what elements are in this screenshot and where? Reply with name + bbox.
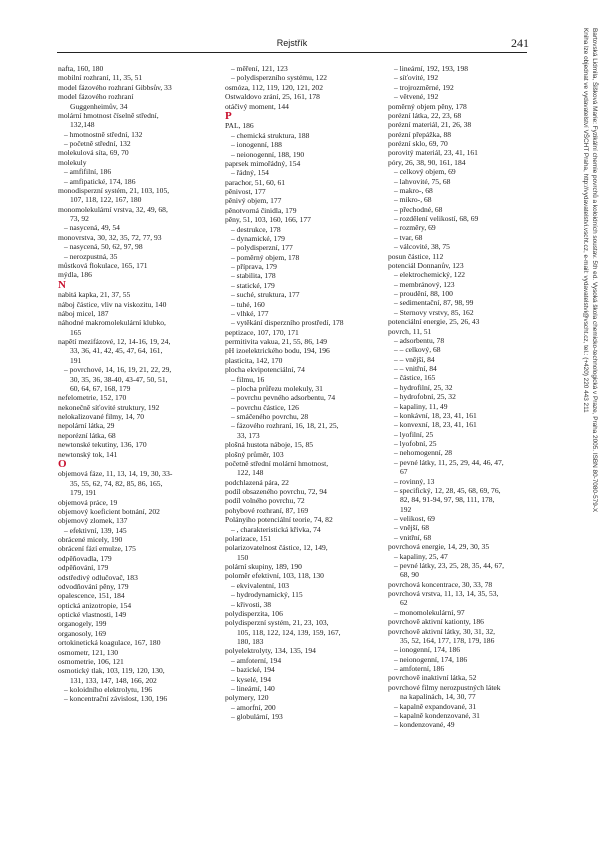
index-subentry: – přechodné, 68 <box>394 204 443 214</box>
index-subentry: – Sternovy vrstvy, 85, 162 <box>394 307 474 317</box>
index-subentry: – specifický, 12, 28, 45, 68, 69, 76, <box>394 485 501 495</box>
index-subentry: – celkový objem, 69 <box>394 167 456 177</box>
index-entry: mýdla, 186 <box>58 270 92 280</box>
index-entry-continuation: Guggenheimův, 34 <box>70 101 128 111</box>
index-entry: polydisperzita, 106 <box>225 608 283 618</box>
index-entry: plasticita, 142, 170 <box>225 355 283 365</box>
index-entry-continuation: 192 <box>400 504 412 514</box>
index-entry: osmóza, 112, 119, 120, 121, 202 <box>225 82 323 92</box>
index-entry: newtonské tekutiny, 136, 170 <box>58 440 147 450</box>
index-entry: napětí mezifázové, 12, 14-16, 19, 24, <box>58 337 171 346</box>
index-subentry: – bazické, 194 <box>231 665 275 675</box>
index-subentry: – destrukce, 178 <box>231 224 281 234</box>
index-entry-continuation: 165 <box>70 327 82 337</box>
index-subentry: – poměrný objem, 178 <box>231 252 300 262</box>
index-entry-continuation: 73, 92 <box>70 214 89 223</box>
index-subentry: – – vnitřní, 84 <box>394 364 437 373</box>
index-entry: plocha ekvipotenciální, 74 <box>225 365 305 375</box>
index-entry: polyelektrolyty, 134, 135, 194 <box>225 646 316 656</box>
index-subentry: – rozměry, 69 <box>394 223 436 233</box>
index-subentry: – fázového rozhraní, 16, 18, 21, 25, <box>231 421 339 431</box>
index-subentry: – lyofilní, 25 <box>394 429 434 439</box>
index-entry: parachor, 51, 60, 61 <box>225 177 286 187</box>
index-subentry: – pevné látky, 11, 25, 29, 44, 46, 47, <box>394 457 504 467</box>
index-entry: paprsek mimořádný, 154 <box>225 158 301 168</box>
index-subentry: – konvexní, 18, 23, 41, 161 <box>394 420 477 430</box>
index-entry: monovrstva, 30, 32, 35, 72, 77, 93 <box>58 232 162 242</box>
index-entry-continuation: 191 <box>70 355 82 365</box>
index-subentry: – rozdělení velikostí, 68, 69 <box>394 214 479 223</box>
index-subentry: – makro-, 68 <box>394 185 433 195</box>
header-title: Rejstřík <box>276 38 308 48</box>
index-entry: opalescence, 151, 184 <box>58 591 125 601</box>
index-entry: objemová práce, 19 <box>58 497 118 507</box>
index-subentry: – amfoterní, 186 <box>394 664 445 673</box>
index-subentry: – síťovité, 192 <box>394 73 439 83</box>
index-entry: podchlazená pára, 22 <box>225 477 289 487</box>
index-entry: porovitý materiál, 23, 41, 161 <box>388 148 478 158</box>
index-entry-continuation: 68, 90 <box>400 570 419 580</box>
index-subentry: – lineární, 192, 193, 198 <box>394 64 468 73</box>
index-entry-continuation: 67 <box>400 467 408 477</box>
index-subentry: – kapalně kondenzované, 31 <box>394 710 480 720</box>
index-subentry: – ionogenní, 174, 186 <box>394 645 461 655</box>
index-subentry: – nasycená, 49, 54 <box>64 223 120 233</box>
index-subentry: – membránový, 123 <box>394 279 455 289</box>
index-entry: náhodné makromolekulární klubko, <box>58 318 166 328</box>
index-subentry: – vnitřní, 68 <box>394 532 432 542</box>
index-subentry: – amfoterní, 194 <box>231 655 282 665</box>
index-entry: odvodňování pěny, 179 <box>58 581 129 591</box>
index-entry: porézní přepážka, 88 <box>388 129 452 139</box>
index-subentry: – příprava, 179 <box>231 262 277 271</box>
side-citation-line: Bartovská Lidmila, Šišková Marie: Fyzikální chemie povrchů a koloidních soustav. 5th ed. Vysoká škola chemicko-technologická v Praze, Praha 2005. ISBN 80-7080-579-X <box>591 28 598 513</box>
index-column-1 <box>58 64 218 704</box>
index-subentry: – kapaliny, 11, 49 <box>394 401 448 411</box>
index-column-3 <box>388 64 553 730</box>
index-entry: optická anizotropie, 154 <box>58 600 132 610</box>
index-subentry: – stabilita, 178 <box>231 271 276 281</box>
index-subentry: – mikro-, 68 <box>394 195 432 205</box>
index-subentry: – měření, 121, 123 <box>231 64 288 73</box>
index-entry: objemový koeficient botnání, 202 <box>58 506 160 516</box>
index-entry: poměrný objem pěny, 178 <box>388 101 467 111</box>
index-subentry: – adsorbentu, 78 <box>394 335 445 345</box>
index-entry: nekonečně síťovité struktury, 192 <box>58 402 160 412</box>
index-entry: PAL, 186 <box>225 121 254 131</box>
index-entry: povrchově inaktivní látka, 52 <box>388 673 477 683</box>
index-entry-continuation: 132,148 <box>70 120 95 130</box>
index-entry-continuation: 60, 64, 67, 168, 179 <box>70 383 131 393</box>
index-entry: pěny, 51, 103, 160, 166, 177 <box>225 215 311 225</box>
index-subentry: – filmu, 16 <box>231 374 265 384</box>
index-entry: nelokalizované filmy, 14, 70 <box>58 412 145 421</box>
index-subentry: – lyofobní, 25 <box>394 439 437 448</box>
index-subentry: – tvar, 68 <box>394 232 423 242</box>
index-subentry: – vlhké, 177 <box>231 308 269 318</box>
index-entry: podíl volného povrchu, 72 <box>225 496 305 506</box>
index-entry: polymery, 120 <box>225 693 269 703</box>
index-entry-continuation: 122, 148 <box>237 468 264 478</box>
index-entry: podíl obsazeného povrchu, 72, 94 <box>225 487 327 496</box>
index-subentry: – trojrozměrné, 192 <box>394 82 454 92</box>
index-entry: Ostwaldovo zrání, 25, 161, 178 <box>225 92 320 102</box>
index-entry: newtonský tok, 141 <box>58 449 118 459</box>
index-subentry: – ekvivalentní, 103 <box>231 580 290 590</box>
index-subentry: – řádný, 154 <box>231 168 269 178</box>
index-subentry: – polydisperzního systému, 122 <box>231 73 328 83</box>
index-subentry: – nasycená, 50, 62, 97, 98 <box>64 242 143 252</box>
index-entry-continuation: 82, 84, 91-94, 97, 98, 111, 178, <box>400 495 495 505</box>
index-subentry: – kondenzované, 49 <box>394 720 455 730</box>
index-subentry: – nerozpustná, 35 <box>64 251 118 261</box>
index-entry: permitivita vakua, 21, 55, 86, 149 <box>225 337 328 346</box>
index-subentry: – povrchové, 14, 16, 19, 21, 22, 29, <box>64 365 172 375</box>
index-subentry: – velikost, 69 <box>394 514 435 523</box>
index-subentry: – lahvovité, 75, 68 <box>394 176 451 186</box>
index-entry: obrácení fází emulze, 175 <box>58 544 136 554</box>
index-subentry: – tuhé, 160 <box>231 299 265 309</box>
index-subentry: – hydrofobní, 25, 32 <box>394 392 456 402</box>
index-subentry: – sedimentační, 87, 98, 99 <box>394 298 474 308</box>
index-entry: plošná hustota náboje, 15, 85 <box>225 440 314 450</box>
index-entry-continuation: 179, 191 <box>70 488 97 498</box>
index-entry: plošný průměr, 103 <box>225 449 284 459</box>
index-entry: nabitá kapka, 21, 37, 55 <box>58 290 131 300</box>
index-subentry: – hmotnostně střední, 132 <box>64 129 143 139</box>
index-entry: potenciální energie, 25, 26, 43 <box>388 317 480 327</box>
index-entry: mobilní rozhraní, 11, 35, 51 <box>58 73 143 83</box>
side-citation <box>569 28 599 848</box>
index-entry: neporézní látka, 68 <box>58 430 116 440</box>
index-entry-continuation: 35, 52, 164, 177, 178, 179, 186 <box>400 635 495 645</box>
index-entry: objemový zlomek, 137 <box>58 516 128 526</box>
index-subentry: – globulární, 193 <box>231 712 283 721</box>
side-citation-line: Kniha lze objednat ve vydavatelství VŠCHT Praha, http://vydavatelstvi.vscht.cz, e-mail: vydavatelstvi@vscht.cz, tel.: (+420) 220 443 211 <box>582 28 589 413</box>
index-entry: peptizace, 107, 170, 171 <box>225 327 299 337</box>
index-entry: odpěňovadla, 179 <box>58 553 112 563</box>
index-subentry: – hydrodynamický, 115 <box>231 590 303 600</box>
index-entry: póry, 26, 38, 90, 161, 184 <box>388 157 466 167</box>
index-subentry: – nehomogenní, 28 <box>394 448 453 458</box>
index-subentry: – rovinný, 13 <box>394 476 435 486</box>
index-entry: objemová fáze, 11, 13, 14, 19, 30, 33- <box>58 469 173 479</box>
index-subentry: – kapalně expandované, 31 <box>394 701 477 711</box>
index-entry: povrchová energie, 14, 29, 30, 35 <box>388 542 490 552</box>
index-entry: osmometr, 121, 130 <box>58 647 119 657</box>
index-entry: model fázového rozhraní <box>58 92 134 102</box>
index-entry: Polányiho potenciální teorie, 74, 82 <box>225 515 333 525</box>
index-entry: posun částice, 112 <box>388 251 444 261</box>
index-entry-continuation: 33, 173 <box>237 430 260 440</box>
index-subentry: – kyselé, 194 <box>231 674 272 684</box>
index-entry: organogely, 199 <box>58 619 107 629</box>
index-subentry: – křivosti, 38 <box>231 599 272 609</box>
index-subentry: – lineární, 140 <box>231 683 275 693</box>
index-subentry: – částice, 165 <box>394 373 436 383</box>
index-entry: pěnivost, 177 <box>225 187 266 196</box>
index-entry-continuation: 131, 133, 147, 148, 166, 202 <box>70 675 157 685</box>
index-entry: povrchová koncentrace, 30, 33, 78 <box>388 579 493 589</box>
index-subentry: – dynamické, 179 <box>231 233 285 243</box>
index-subentry: – statické, 179 <box>231 280 275 290</box>
index-subentry: – povrchu pevného adsorbentu, 74 <box>231 393 336 403</box>
index-entry-continuation: 30, 35, 36, 38-40, 43-47, 50, 51, <box>70 374 168 384</box>
index-subentry: – suché, struktura, 177 <box>231 290 300 300</box>
index-entry: odpěňování, 179 <box>58 563 109 573</box>
index-subentry: – koloidního elektrolytu, 196 <box>64 685 153 694</box>
index-entry: optické vlastnosti, 149 <box>58 610 127 619</box>
index-entry-continuation: 33, 36, 41, 42, 45, 47, 64, 161, <box>70 346 163 356</box>
index-entry: náboj částice, vliv na viskozitu, 140 <box>58 299 167 309</box>
page-number: 241 <box>511 36 529 50</box>
index-entry: organosoly, 169 <box>58 628 107 638</box>
section-letter: N <box>58 278 66 291</box>
index-column-2 <box>225 64 385 721</box>
index-subentry: – hydrofilní, 25, 32 <box>394 382 453 392</box>
index-subentry: – amfifilní, 186 <box>64 167 112 177</box>
index-entry: pěnivý objem, 177 <box>225 196 282 206</box>
index-entry: osmometrie, 106, 121 <box>58 656 124 666</box>
index-entry: pohybové rozhraní, 87, 169 <box>225 505 309 515</box>
index-entry-continuation: 105, 118, 122, 124, 139, 159, 167, <box>237 627 341 637</box>
index-entry: monodisperzní systém, 21, 103, 105, <box>58 185 170 195</box>
index-entry-continuation: 150 <box>237 552 249 562</box>
index-subentry: – plocha průřezu molekuly, 31 <box>231 383 323 393</box>
index-entry: polární skupiny, 189, 190 <box>225 562 302 571</box>
index-entry: obrácené micely, 190 <box>58 535 123 544</box>
index-entry: odstředivý odlučovač, 183 <box>58 572 138 582</box>
index-entry: polydisperzní systém, 21, 23, 103, <box>225 618 329 628</box>
index-entry: náboj micel, 187 <box>58 308 109 318</box>
index-entry: model fázového rozhraní Gibbsův, 33 <box>58 82 172 92</box>
index-subentry: – početně střední, 132 <box>64 139 131 148</box>
index-entry: povrchově aktivní kationty, 186 <box>388 617 484 627</box>
index-entry: polarizovatelnost částice, 12, 149, <box>225 543 328 553</box>
index-subentry: – neionogenní, 174, 186 <box>394 654 468 664</box>
index-entry: početně střední molární hmotnost, <box>225 458 329 468</box>
index-entry: nefelometrie, 152, 170 <box>58 393 127 403</box>
index-entry: polarizace, 151 <box>225 533 272 543</box>
index-subentry: – amfipatické, 174, 186 <box>64 176 136 186</box>
index-subentry: – pevné látky, 23, 25, 28, 35, 44, 67, <box>394 560 504 570</box>
index-entry: povrchová vrstva, 11, 13, 14, 35, 53, <box>388 589 499 598</box>
index-entry: molární hmotnost číselně střední, <box>58 110 159 120</box>
index-subentry: – – celkový, 68 <box>394 345 441 355</box>
index-entry: monomolekulární vrstva, 32, 49, 68, <box>58 204 168 214</box>
index-entry: ortokinetická koagulace, 167, 180 <box>58 638 161 648</box>
index-entry-continuation: 35, 55, 62, 74, 82, 85, 86, 165, <box>70 478 163 488</box>
index-entry: nafta, 160, 180 <box>58 64 104 73</box>
index-subentry: – vnější, 68 <box>394 523 430 533</box>
index-subentry: – – vnější, 84 <box>394 354 435 364</box>
index-subentry: – monomolekulární, 97 <box>394 607 465 617</box>
index-subentry: – neionogenní, 188, 190 <box>231 149 305 159</box>
index-subentry: – kapaliny, 25, 47 <box>394 551 448 561</box>
index-subentry: – elektrochemický, 122 <box>394 270 466 280</box>
index-subentry: – smáčeného povrchu, 28 <box>231 412 309 421</box>
index-entry: potenciál Donnanův, 123 <box>388 260 464 270</box>
index-subentry: – proudění, 88, 100 <box>394 289 453 298</box>
section-letter: O <box>58 457 67 470</box>
index-subentry: – polydisperzní, 177 <box>231 243 293 253</box>
index-subentry: – konkávní, 18, 23, 41, 161 <box>394 410 477 420</box>
index-subentry: – válcovité, 38, 75 <box>394 242 450 252</box>
index-subentry: – ionogenní, 188 <box>231 140 282 150</box>
index-entry: otáčivý moment, 144 <box>225 101 289 111</box>
index-entry-continuation: 180, 183 <box>237 637 264 646</box>
index-entry: povrchové filmy nerozpustných látek <box>388 682 501 692</box>
index-subentry: – větvené, 192 <box>394 92 439 102</box>
index-entry: povrch, 11, 51 <box>388 326 432 336</box>
index-entry: povrchově aktivní látky, 30, 31, 32, <box>388 626 496 636</box>
index-entry: molekulová síta, 69, 70 <box>58 148 129 158</box>
index-entry: můstková flokulace, 165, 171 <box>58 260 148 270</box>
index-entry-continuation: na kapalinách, 14, 30, 77 <box>400 692 476 702</box>
index-entry: poloměr efektivní, 103, 118, 130 <box>225 571 324 581</box>
index-subentry: – amorfní, 200 <box>231 702 276 712</box>
index-entry: porézní látka, 22, 23, 68 <box>388 110 462 120</box>
index-entry: nepolární látka, 29 <box>58 421 115 431</box>
index-subentry: – vytěkání disperzního prostředí, 178 <box>231 318 344 328</box>
index-entry: porézní materiál, 21, 26, 38 <box>388 120 472 130</box>
running-header <box>57 36 527 53</box>
index-entry: osmotický tlak, 103, 119, 120, 130, <box>58 666 165 676</box>
index-entry-continuation: 62 <box>400 598 408 608</box>
index-subentry: – efektivní, 139, 145 <box>64 525 127 535</box>
section-letter: P <box>225 109 232 122</box>
index-entry: porézní sklo, 69, 70 <box>388 139 448 148</box>
index-subentry: – chemická struktura, 188 <box>231 130 310 140</box>
index-subentry: – , charakteristická křivka, 74 <box>231 524 321 534</box>
index-entry-continuation: 107, 118, 122, 167, 180 <box>70 195 142 205</box>
index-subentry: – povrchu částice, 126 <box>231 402 299 412</box>
index-subentry: – koncentrační závislost, 130, 196 <box>64 694 168 704</box>
index-entry: pH izoelektrického bodu, 194, 196 <box>225 346 330 356</box>
index-entry: molekuly <box>58 157 87 167</box>
index-entry: pěnotvorná činidla, 179 <box>225 205 297 215</box>
